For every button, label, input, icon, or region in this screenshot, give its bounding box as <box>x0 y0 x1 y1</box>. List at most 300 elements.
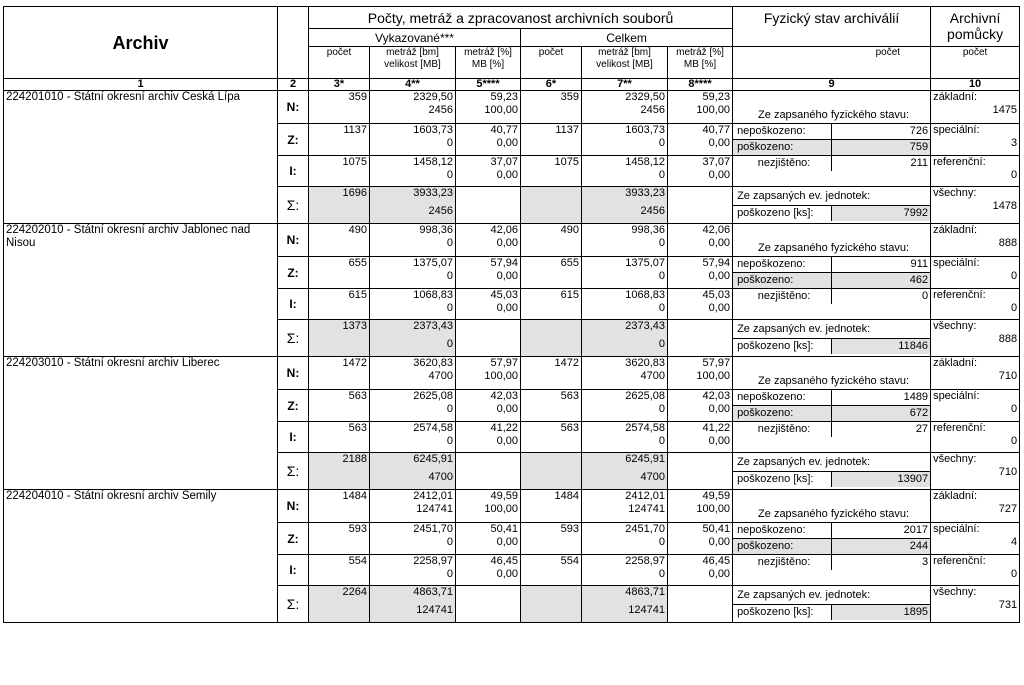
metraz-pct-value: 57,94 <box>490 257 518 269</box>
pomucky-referencni-cell <box>931 555 1020 586</box>
fyzicky-stav-header-cell <box>733 91 931 124</box>
pocet-vykazovane: 563 <box>309 422 370 453</box>
velikost-pct-value: 100,00 <box>696 370 731 382</box>
metraz-pct-value: 59,23 <box>702 91 731 103</box>
pomucky-vsechny-cell <box>931 453 1020 490</box>
pomucky-vsechny-label: všechny: <box>933 187 977 199</box>
table-row <box>4 91 1020 124</box>
archive-code: 224204010 <box>6 490 64 502</box>
metraz-pct-value: 40,77 <box>490 124 518 136</box>
velikost-value: 2456 <box>428 205 453 217</box>
poskozeno-ks-value: 7992 <box>832 206 930 221</box>
pomucky-referencni-value: 0 <box>1010 302 1018 314</box>
pomucky-zakladni-label: základní: <box>933 91 978 103</box>
colnum-8: 8**** <box>668 79 733 91</box>
metraz-celkem <box>582 289 668 320</box>
metraz-vykazovane <box>370 91 456 124</box>
metraz-pct-value: 50,41 <box>702 523 731 535</box>
pocet-vykazovane: 1472 <box>309 357 370 390</box>
archive-name-cell: 224201010 - Státní okresní archiv Česká Lípa <box>4 91 278 224</box>
metraz-sum <box>370 320 456 357</box>
header-celkem: Celkem <box>521 29 733 47</box>
ze-zapsanych-ev: Ze zapsaných ev. jednotek: <box>733 320 930 339</box>
ev-jednotky-cell <box>733 320 931 357</box>
neposkozeno-label: nepoškozeno: <box>733 257 832 272</box>
metraz-value: 1458,12 <box>413 156 453 168</box>
velikost-pct-value: 100,00 <box>484 370 518 382</box>
pomucky-referencni-cell <box>931 156 1020 187</box>
metraz-pct-celkem-sum-empty <box>668 453 733 490</box>
metraz-pct-vykazovane <box>456 422 521 453</box>
row-key: I: <box>278 422 309 453</box>
pomucky-vsechny-label: všechny: <box>933 453 977 465</box>
pocet-celkem-sum-empty <box>521 586 582 623</box>
header-vykazovane: Vykazované*** <box>309 29 521 47</box>
metraz-vykazovane <box>370 422 456 453</box>
archive-name: Státní okresní archiv Česká Lípa <box>73 91 240 103</box>
pocet-celkem: 655 <box>521 257 582 289</box>
colnum-4: 4** <box>370 79 456 91</box>
metraz-value: 998,36 <box>631 224 665 236</box>
velikost-pct-value: 0,00 <box>708 536 731 548</box>
pomucky-zakladni-cell <box>931 91 1020 124</box>
velikost-value: 2456 <box>640 104 665 116</box>
pomucky-zakladni-value: 888 <box>998 237 1018 249</box>
nezjisteno-label: nezjištěno: <box>733 156 832 171</box>
velikost-value: 0 <box>446 137 453 149</box>
metraz-pct-celkem-sum-empty <box>668 187 733 224</box>
colnum-7: 7** <box>582 79 668 91</box>
pomucky-zakladni-label: základní: <box>933 357 978 369</box>
pocet-celkem: 1075 <box>521 156 582 187</box>
ze-zapsanych-ev: Ze zapsaných ev. jednotek: <box>733 586 930 605</box>
velikost-pct-value: 0,00 <box>708 403 731 415</box>
velikost-pct-value: 0,00 <box>496 237 518 249</box>
metraz-value: 2329,50 <box>625 91 665 103</box>
metraz-celkem <box>582 156 668 187</box>
metraz-vykazovane <box>370 555 456 586</box>
pocet-vykazovane: 593 <box>309 523 370 555</box>
poskozeno-value: 672 <box>832 406 930 421</box>
velikost-pct-value: 0,00 <box>708 302 731 314</box>
metraz-pct-value: 59,23 <box>490 91 518 103</box>
pomucky-specialni-value: 4 <box>1010 536 1018 548</box>
pocet-vykazovane: 359 <box>309 91 370 124</box>
metraz-value: 2412,01 <box>413 490 453 502</box>
metraz-pct-value: 57,94 <box>702 257 731 269</box>
velikost-pct-value: 0,00 <box>708 270 731 282</box>
velikost-value: 0 <box>446 536 453 548</box>
archive-name-cell: 224204010 - Státní okresní archiv Semily <box>4 490 278 623</box>
metraz-pct-value: 50,41 <box>490 523 518 535</box>
velikost-pct-value: 0,00 <box>496 536 518 548</box>
velikost-value: 0 <box>658 568 665 580</box>
velikost-value: 124741 <box>416 503 453 515</box>
metraz-celkem <box>582 523 668 555</box>
metraz-pct-celkem-sum-empty <box>668 320 733 357</box>
poskozeno-ks-label: poškozeno [ks]: <box>733 339 832 354</box>
row-key: N: <box>278 91 309 124</box>
pomucky-zakladni-label: základní: <box>933 490 978 502</box>
header-pocet-3: počet <box>309 47 370 79</box>
pocet-vykazovane: 1075 <box>309 156 370 187</box>
poskozeno-label: poškozeno: <box>733 406 832 421</box>
pocet-vykazovane: 554 <box>309 555 370 586</box>
row-key: Z: <box>278 390 309 422</box>
row-key: I: <box>278 555 309 586</box>
pocet-celkem: 554 <box>521 555 582 586</box>
header-archivni-pomucky: Archivní pomůcky <box>931 7 1020 47</box>
row-key-sum: Σ: <box>278 453 309 490</box>
nezjisteno-cell <box>733 422 931 453</box>
metraz-celkem <box>582 91 668 124</box>
metraz-pct-value: 42,06 <box>702 224 731 236</box>
metraz-pct-celkem <box>668 91 733 124</box>
table-row <box>4 357 1020 390</box>
pomucky-zakladni-cell <box>931 224 1020 257</box>
velikost-value: 4700 <box>640 471 665 483</box>
colnum-9: 9 <box>733 79 931 91</box>
neposkozeno-value: 1489 <box>903 391 929 403</box>
metraz-pct-celkem <box>668 124 733 156</box>
metraz-pct-vykazovane <box>456 390 521 422</box>
header-archiv: Archiv <box>4 7 278 79</box>
velikost-value: 0 <box>658 237 665 249</box>
metraz-pct-value: 49,59 <box>490 490 518 502</box>
metraz-vykazovane <box>370 523 456 555</box>
header-blank <box>278 7 309 79</box>
velikost-pct-value: 0,00 <box>496 568 518 580</box>
metraz-pct-value: 37,07 <box>490 156 518 168</box>
metraz-vykazovane <box>370 257 456 289</box>
fyzicky-stav-header-cell <box>733 357 931 390</box>
metraz-pct-celkem <box>668 422 733 453</box>
header-metraz-pct-8: metráž [%] MB [%] <box>668 47 733 79</box>
velikost-value: 124741 <box>628 503 665 515</box>
metraz-pct-value: 57,97 <box>490 357 518 369</box>
pomucky-zakladni-cell <box>931 357 1020 390</box>
metraz-value: 3933,23 <box>625 187 665 199</box>
archive-name: Státní okresní archiv Liberec <box>73 357 220 369</box>
metraz-pct-celkem <box>668 523 733 555</box>
velikost-pct-value: 0,00 <box>708 237 731 249</box>
pocet-vykazovane: 563 <box>309 390 370 422</box>
row-key: Z: <box>278 124 309 156</box>
row-key: N: <box>278 224 309 257</box>
neposkozeno-label: nepoškozeno: <box>733 390 832 405</box>
metraz-pct-celkem <box>668 390 733 422</box>
metraz-sum <box>370 586 456 623</box>
fyzicky-stav-cell <box>733 257 931 289</box>
velikost-value: 2456 <box>428 104 453 116</box>
velikost-value: 0 <box>658 302 665 314</box>
metraz-celkem <box>582 124 668 156</box>
row-key-sum: Σ: <box>278 187 309 224</box>
pomucky-vsechny-cell <box>931 320 1020 357</box>
nezjisteno-value: 0 <box>921 290 929 302</box>
pomucky-vsechny-value: 1478 <box>992 200 1018 212</box>
velikost-value: 0 <box>658 403 665 415</box>
neposkozeno-label: nepoškozeno: <box>733 523 832 538</box>
metraz-pct-vykazovane <box>456 156 521 187</box>
pocet-vykazovane: 655 <box>309 257 370 289</box>
metraz-pct-value: 42,06 <box>490 224 518 236</box>
velikost-value: 124741 <box>416 604 453 616</box>
velikost-value: 0 <box>658 137 665 149</box>
row-key: Z: <box>278 523 309 555</box>
metraz-value: 3933,23 <box>413 187 453 199</box>
nezjisteno-label: nezjištěno: <box>733 289 832 304</box>
colnum-2: 2 <box>278 79 309 91</box>
velikost-pct-value: 0,00 <box>708 568 731 580</box>
nezjisteno-value: 3 <box>921 556 929 568</box>
metraz-pct-value: 45,03 <box>490 289 518 301</box>
nezjisteno-label: nezjištěno: <box>733 422 832 437</box>
metraz-vykazovane <box>370 490 456 523</box>
pomucky-zakladni-value: 1475 <box>992 104 1018 116</box>
archive-table <box>3 6 1020 623</box>
column-numbers-row <box>4 79 1020 91</box>
velikost-value: 0 <box>658 169 665 181</box>
metraz-value: 2574,58 <box>413 422 453 434</box>
pomucky-referencni-value: 0 <box>1010 435 1018 447</box>
pocet-celkem: 1472 <box>521 357 582 390</box>
velikost-pct-value: 0,00 <box>496 270 518 282</box>
metraz-pct-value: 41,22 <box>490 422 518 434</box>
archive-code: 224201010 <box>6 91 64 103</box>
colnum-3: 3* <box>309 79 370 91</box>
metraz-value: 2625,08 <box>413 390 453 402</box>
metraz-pct-sum-empty <box>456 586 521 623</box>
table-row <box>4 224 1020 257</box>
velikost-pct-value: 0,00 <box>496 302 518 314</box>
ze-zapsaneho-fyz: Ze zapsaného fyzického stavu: <box>758 242 910 254</box>
pomucky-vsechny-value: 888 <box>998 333 1018 345</box>
metraz-pct-vykazovane <box>456 523 521 555</box>
poskozeno-label: poškozeno: <box>733 140 832 155</box>
velikost-pct-value: 0,00 <box>496 403 518 415</box>
velikost-pct-value: 0,00 <box>708 435 731 447</box>
velikost-value: 0 <box>446 338 453 350</box>
metraz-pct-value: 46,45 <box>490 555 518 567</box>
poskozeno-ks-value: 13907 <box>832 472 930 487</box>
metraz-value: 2625,08 <box>625 390 665 402</box>
neposkozeno-value: 2017 <box>903 524 929 536</box>
pocet-sum: 2264 <box>309 586 370 623</box>
metraz-celkem-sum <box>582 187 668 224</box>
archive-name-cell: 224203010 - Státní okresní archiv Liberec <box>4 357 278 490</box>
metraz-value: 1375,07 <box>625 257 665 269</box>
metraz-value: 2373,43 <box>625 320 665 332</box>
nezjisteno-value: 27 <box>915 423 929 435</box>
velikost-pct-value: 0,00 <box>708 169 731 181</box>
pomucky-zakladni-cell <box>931 490 1020 523</box>
pomucky-specialni-cell <box>931 390 1020 422</box>
metraz-pct-celkem <box>668 156 733 187</box>
pomucky-vsechny-label: všechny: <box>933 586 977 598</box>
metraz-pct-value: 41,22 <box>702 422 731 434</box>
pocet-celkem: 593 <box>521 523 582 555</box>
pocet-sum: 2188 <box>309 453 370 490</box>
pomucky-specialni-value: 3 <box>1010 137 1018 149</box>
ze-zapsanych-ev: Ze zapsaných ev. jednotek: <box>733 453 930 472</box>
metraz-value: 2329,50 <box>413 91 453 103</box>
velikost-value: 0 <box>446 237 453 249</box>
metraz-pct-vykazovane <box>456 224 521 257</box>
ze-zapsaneho-fyz: Ze zapsaného fyzického stavu: <box>758 375 910 387</box>
metraz-celkem-sum <box>582 453 668 490</box>
archive-code: 224203010 <box>6 357 64 369</box>
pomucky-vsechny-value: 710 <box>998 466 1018 478</box>
metraz-celkem <box>582 422 668 453</box>
colnum-6: 6* <box>521 79 582 91</box>
colnum-10: 10 <box>931 79 1020 91</box>
neposkozeno-value: 726 <box>909 125 929 137</box>
metraz-celkem <box>582 357 668 390</box>
poskozeno-ks-value: 1895 <box>832 605 930 620</box>
metraz-celkem-sum <box>582 320 668 357</box>
archive-name: Státní okresní archiv Jablonec nad Nisou <box>6 224 251 249</box>
metraz-pct-vykazovane <box>456 124 521 156</box>
pocet-celkem: 615 <box>521 289 582 320</box>
velikost-pct-value: 0,00 <box>496 137 518 149</box>
ze-zapsanych-ev: Ze zapsaných ev. jednotek: <box>733 187 930 206</box>
metraz-pct-celkem <box>668 555 733 586</box>
fyzicky-stav-cell <box>733 523 931 555</box>
velikost-pct-value: 0,00 <box>496 435 518 447</box>
metraz-pct-value: 46,45 <box>702 555 731 567</box>
pomucky-specialni-value: 0 <box>1010 403 1018 415</box>
pocet-sum: 1696 <box>309 187 370 224</box>
metraz-pct-value: 37,07 <box>702 156 731 168</box>
poskozeno-value: 759 <box>832 140 930 155</box>
colnum-1: 1 <box>4 79 278 91</box>
pocet-celkem: 563 <box>521 422 582 453</box>
metraz-value: 1068,83 <box>625 289 665 301</box>
metraz-celkem <box>582 224 668 257</box>
ev-jednotky-cell <box>733 453 931 490</box>
pomucky-specialni-label: speciální: <box>933 257 980 269</box>
metraz-value: 6245,91 <box>625 453 665 465</box>
metraz-pct-vykazovane <box>456 289 521 320</box>
metraz-value: 3620,83 <box>413 357 453 369</box>
row-key: N: <box>278 357 309 390</box>
metraz-value: 1458,12 <box>625 156 665 168</box>
velikost-value: 0 <box>658 435 665 447</box>
velikost-pct-value: 0,00 <box>496 169 518 181</box>
metraz-value: 2574,58 <box>625 422 665 434</box>
pocet-celkem: 359 <box>521 91 582 124</box>
velikost-value: 2456 <box>640 205 665 217</box>
velikost-value: 4700 <box>640 370 665 382</box>
metraz-pct-vykazovane <box>456 490 521 523</box>
velikost-value: 124741 <box>628 604 665 616</box>
poskozeno-ks-label: poškozeno [ks]: <box>733 206 832 221</box>
pomucky-referencni-label: referenční: <box>933 289 986 301</box>
poskozeno-value: 244 <box>832 539 930 554</box>
header-pocty: Počty, metráž a zpracovanost archivních souborů <box>309 7 733 29</box>
metraz-value: 4863,71 <box>625 586 665 598</box>
metraz-pct-celkem <box>668 357 733 390</box>
pocet-vykazovane: 615 <box>309 289 370 320</box>
metraz-vykazovane <box>370 156 456 187</box>
pomucky-referencni-cell <box>931 289 1020 320</box>
archive-name-cell: 224202010 - Státní okresní archiv Jablonec nad Nisou <box>4 224 278 357</box>
pocet-vykazovane: 1137 <box>309 124 370 156</box>
pomucky-referencni-label: referenční: <box>933 555 986 567</box>
metraz-pct-value: 42,03 <box>490 390 518 402</box>
velikost-value: 0 <box>446 568 453 580</box>
metraz-vykazovane <box>370 124 456 156</box>
poskozeno-label: poškozeno: <box>733 273 832 288</box>
pomucky-referencni-value: 0 <box>1010 568 1018 580</box>
metraz-value: 2258,97 <box>625 555 665 567</box>
metraz-pct-celkem <box>668 490 733 523</box>
metraz-pct-value: 42,03 <box>702 390 731 402</box>
metraz-pct-celkem <box>668 224 733 257</box>
fyzicky-stav-header-cell <box>733 490 931 523</box>
pocet-celkem-sum-empty <box>521 453 582 490</box>
metraz-sum <box>370 453 456 490</box>
metraz-pct-celkem <box>668 289 733 320</box>
metraz-pct-sum-empty <box>456 453 521 490</box>
metraz-pct-vykazovane <box>456 91 521 124</box>
ze-zapsaneho-fyz: Ze zapsaného fyzického stavu: <box>758 508 910 520</box>
row-key: I: <box>278 156 309 187</box>
velikost-value: 0 <box>446 302 453 314</box>
row-key: N: <box>278 490 309 523</box>
metraz-pct-sum-empty <box>456 320 521 357</box>
pocet-celkem-sum-empty <box>521 187 582 224</box>
poskozeno-label: poškozeno: <box>733 539 832 554</box>
nezjisteno-cell <box>733 555 931 586</box>
velikost-pct-value: 100,00 <box>484 503 518 515</box>
velikost-value: 0 <box>446 169 453 181</box>
metraz-value: 2412,01 <box>625 490 665 502</box>
row-key: I: <box>278 289 309 320</box>
metraz-pct-vykazovane <box>456 257 521 289</box>
metraz-pct-vykazovane <box>456 555 521 586</box>
metraz-celkem-sum <box>582 586 668 623</box>
pomucky-zakladni-label: základní: <box>933 224 978 236</box>
pomucky-specialni-cell <box>931 523 1020 555</box>
fyzicky-stav-cell <box>733 390 931 422</box>
metraz-celkem <box>582 257 668 289</box>
metraz-sum <box>370 187 456 224</box>
metraz-value: 2451,70 <box>625 523 665 535</box>
metraz-pct-value: 49,59 <box>702 490 731 502</box>
metraz-pct-value: 40,77 <box>702 124 731 136</box>
row-key-sum: Σ: <box>278 320 309 357</box>
poskozeno-value: 462 <box>832 273 930 288</box>
metraz-value: 4863,71 <box>413 586 453 598</box>
velikost-pct-value: 0,00 <box>708 137 731 149</box>
archive-name: Státní okresní archiv Semily <box>73 490 217 502</box>
metraz-value: 2373,43 <box>413 320 453 332</box>
ev-jednotky-cell <box>733 187 931 224</box>
colnum-5: 5**** <box>456 79 521 91</box>
metraz-value: 1603,73 <box>625 124 665 136</box>
velikost-value: 0 <box>658 338 665 350</box>
pocet-celkem: 490 <box>521 224 582 257</box>
metraz-pct-value: 57,97 <box>702 357 731 369</box>
metraz-value: 1603,73 <box>413 124 453 136</box>
row-key-sum: Σ: <box>278 586 309 623</box>
pocet-celkem-sum-empty <box>521 320 582 357</box>
pomucky-zakladni-value: 710 <box>998 370 1018 382</box>
pocet-celkem: 563 <box>521 390 582 422</box>
nezjisteno-cell <box>733 156 931 187</box>
